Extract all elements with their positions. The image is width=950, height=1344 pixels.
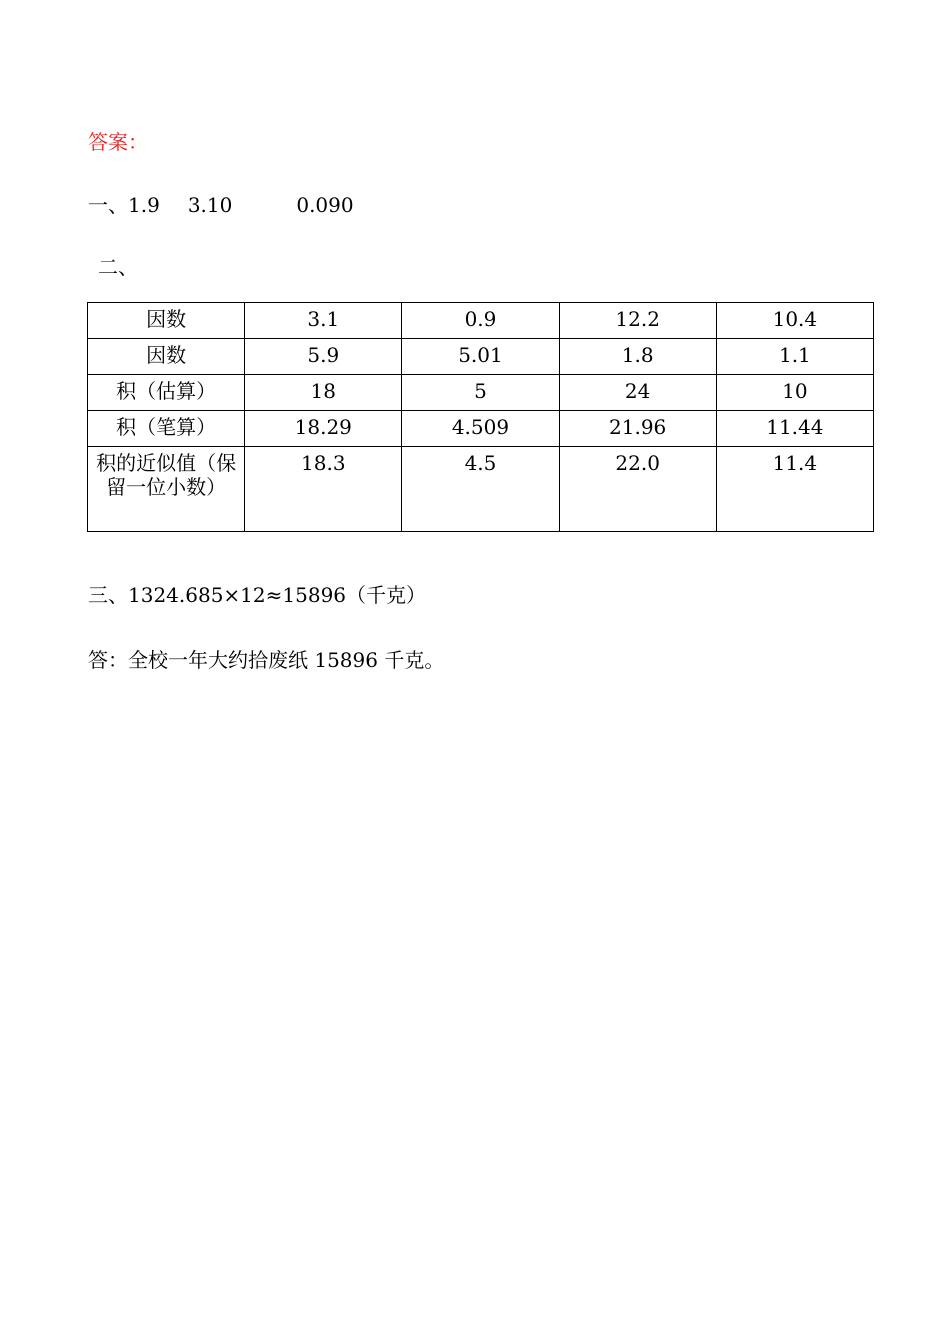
table-cell: 11.44 <box>716 411 873 447</box>
table-cell: 12.2 <box>559 303 716 339</box>
table-cell: 24 <box>559 375 716 411</box>
row-label: 因数 <box>88 339 245 375</box>
answer-statement: 答：全校一年大约拾废纸 15896 千克。 <box>88 648 445 672</box>
answer-table <box>87 302 874 532</box>
row-label: 因数 <box>88 303 245 339</box>
table-cell: 4.509 <box>402 411 559 447</box>
table-cell: 5 <box>402 375 559 411</box>
part-one-value-3: 0.090 <box>296 193 354 217</box>
table-cell: 4.5 <box>402 447 559 532</box>
table-row <box>88 339 874 375</box>
table-cell: 0.9 <box>402 303 559 339</box>
table-cell: 5.01 <box>402 339 559 375</box>
part-one-value-2: 3.10 <box>187 193 233 217</box>
table-row <box>88 375 874 411</box>
table-cell: 21.96 <box>559 411 716 447</box>
table-cell: 10.4 <box>716 303 873 339</box>
table-cell: 1.8 <box>559 339 716 375</box>
table-cell: 10 <box>716 375 873 411</box>
table-cell: 3.1 <box>245 303 402 339</box>
table-cell: 22.0 <box>559 447 716 532</box>
table-row <box>88 447 874 532</box>
table-cell: 11.4 <box>716 447 873 532</box>
row-label: 积（估算） <box>88 375 245 411</box>
table-cell: 1.1 <box>716 339 873 375</box>
table-row <box>88 303 874 339</box>
answer-heading: 答案： <box>88 130 148 154</box>
part-two-label: 二、 <box>98 255 138 279</box>
part-one-answers <box>88 193 354 217</box>
row-label: 积（笔算） <box>88 411 245 447</box>
table-cell: 18 <box>245 375 402 411</box>
part-one-value-1: 1.9 <box>128 193 160 217</box>
part-three-calculation: 三、1324.685×12≈15896（千克） <box>88 583 427 607</box>
part-one-prefix: 一、 <box>88 193 128 217</box>
row-label: 积的近似值（保留一位小数） <box>88 447 245 532</box>
table-cell: 18.29 <box>245 411 402 447</box>
table-cell: 5.9 <box>245 339 402 375</box>
table-cell: 18.3 <box>245 447 402 532</box>
table-row <box>88 411 874 447</box>
